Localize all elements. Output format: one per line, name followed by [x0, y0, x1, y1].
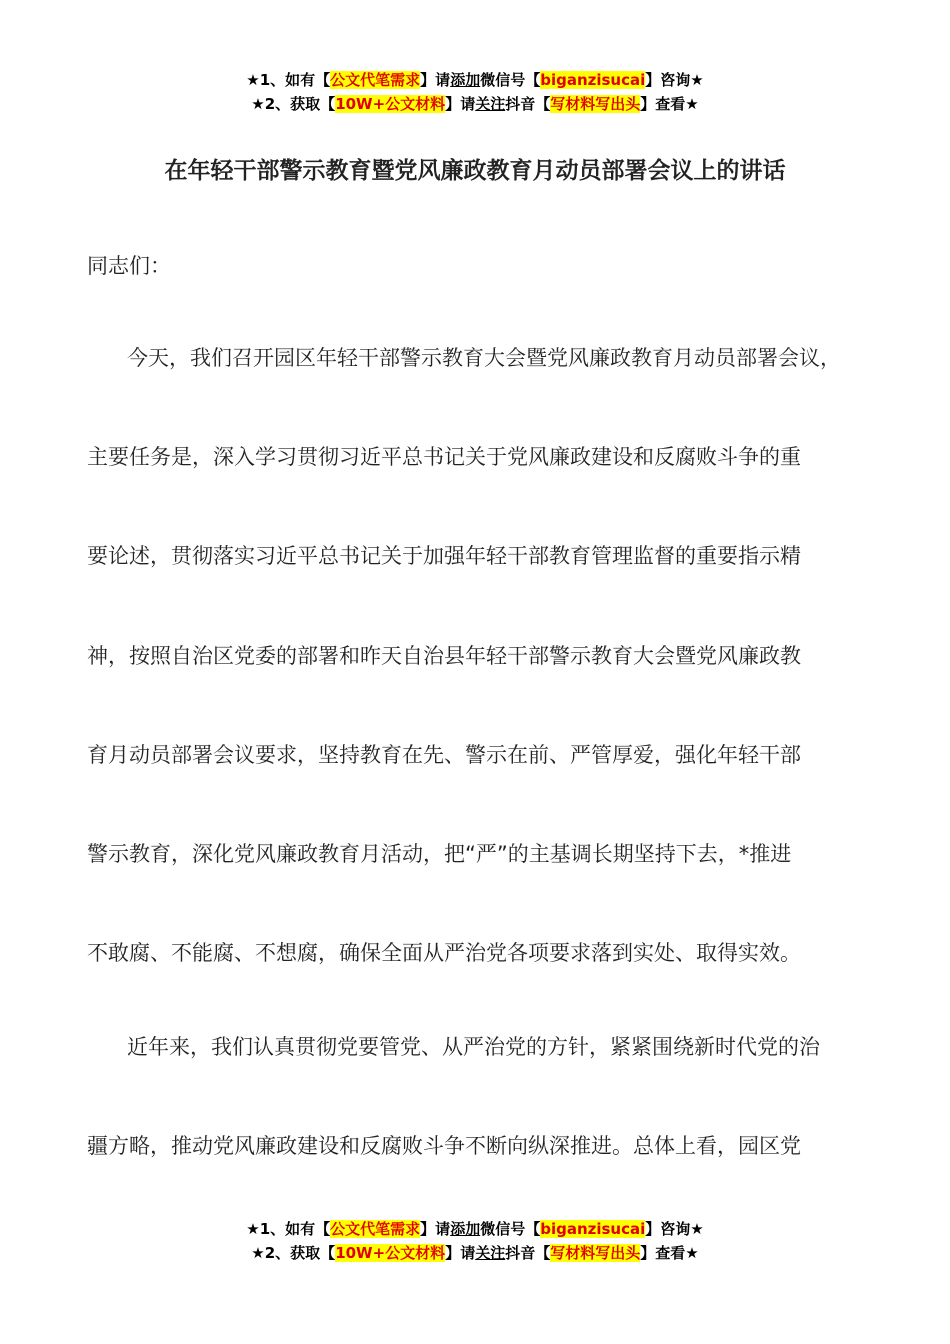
banner-underline: 关注 — [475, 95, 506, 113]
banner-underline: 关注 — [475, 1244, 506, 1262]
banner-text: 】咨询★ — [645, 1220, 704, 1238]
banner-text: 】咨询★ — [645, 71, 704, 89]
document-title: 在年轻干部警示教育暨党风廉政教育月动员部署会议上的讲话 — [164, 158, 786, 184]
banner-text: ★1、如有【 — [246, 71, 331, 89]
banner-text: 】请 — [420, 1220, 451, 1238]
banner-text: 抖音【 — [505, 95, 551, 113]
banner-line-2 — [0, 92, 950, 116]
banner-underline: 添加 — [450, 71, 481, 89]
banner-line-2 — [0, 1241, 950, 1265]
paragraph-line: 疆方略，推动党风廉政建设和反腐败斗争不断向纵深推进。总体上看，园区党 — [87, 1134, 801, 1158]
banner-line-1 — [0, 68, 950, 92]
banner-text: ★1、如有【 — [246, 1220, 331, 1238]
banner-text: ★2、获取【 — [251, 1244, 336, 1262]
paragraph-line: 神，按照自治区党委的部署和昨天自治县年轻干部警示教育大会暨党风廉政教 — [87, 644, 801, 668]
banner-text: 微信号【 — [480, 71, 541, 89]
greeting: 同志们： — [87, 254, 171, 278]
banner-text: ★2、获取【 — [251, 95, 336, 113]
paragraph-line: 今天，我们召开园区年轻干部警示教育大会暨党风廉政教育月动员部署会议， — [127, 346, 841, 370]
header-banner — [0, 68, 950, 116]
banner-text: 】请 — [420, 71, 451, 89]
banner-highlight: 公文代笔需求 — [330, 1220, 421, 1238]
banner-highlight: 写材料写出头 — [550, 1244, 641, 1262]
banner-text: 】请 — [445, 1244, 476, 1262]
paragraph-line: 主要任务是，深入学习贯彻习近平总书记关于党风廉政建设和反腐败斗争的重 — [87, 445, 801, 469]
banner-highlight: 公文代笔需求 — [330, 71, 421, 89]
banner-text: 微信号【 — [480, 1220, 541, 1238]
paragraph-line: 要论述，贯彻落实习近平总书记关于加强年轻干部教育管理监督的重要指示精 — [87, 544, 801, 568]
banner-text: 抖音【 — [505, 1244, 551, 1262]
paragraph-line: 不敢腐、不能腐、不想腐，确保全面从严治党各项要求落到实处、取得实效。 — [87, 941, 801, 965]
banner-highlight: 10W+公文材料 — [335, 95, 446, 113]
banner-highlight: biganzisucai — [540, 1220, 646, 1238]
paragraph-line: 警示教育，深化党风廉政教育月活动，把“严”的主基调长期坚持下去，*推进 — [87, 842, 792, 866]
paragraph-line: 育月动员部署会议要求，坚持教育在先、警示在前、严管厚爱，强化年轻干部 — [87, 743, 801, 767]
banner-text: 】查看★ — [640, 95, 699, 113]
footer-banner — [0, 1217, 950, 1265]
banner-text: 】查看★ — [640, 1244, 699, 1262]
banner-highlight: 10W+公文材料 — [335, 1244, 446, 1262]
banner-underline: 添加 — [450, 1220, 481, 1238]
banner-line-1 — [0, 1217, 950, 1241]
paragraph-line: 近年来，我们认真贯彻党要管党、从严治党的方针，紧紧围绕新时代党的治 — [127, 1035, 820, 1059]
banner-highlight: 写材料写出头 — [550, 95, 641, 113]
banner-text: 】请 — [445, 95, 476, 113]
banner-highlight: biganzisucai — [540, 71, 646, 89]
